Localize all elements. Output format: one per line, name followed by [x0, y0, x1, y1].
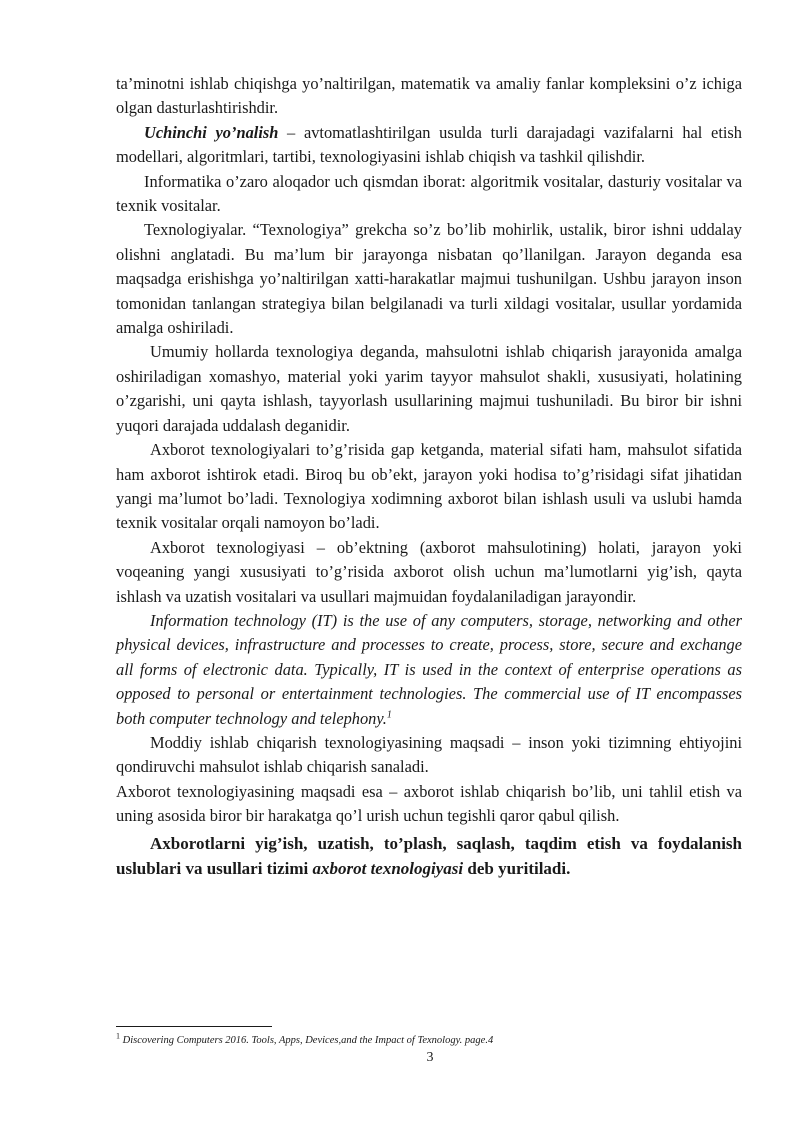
paragraph-11-part-a: Axborotlarni yig’ish, uzatish, to’plash, saqlash, taqdim etish va foydalanish uslublari va usullari tizimi: [116, 833, 742, 878]
footnote-divider: [116, 1026, 272, 1027]
page-number: 3: [426, 1050, 434, 1065]
paragraph-11-term: axborot texnologiyasi: [312, 858, 464, 878]
paragraph-7: Axborot texnologiyasi – ob’ektning (axborot mahsulotining) holati, jarayon yoki voqeaning yangi xususiyati to’g’risida axborot olish uchun ma’lumotlarni yig’ish, qayta ishlash va uzatish vositalari va usullari majmuidan foydalaniladigan jarayondir.: [116, 537, 742, 606]
body-text: [116, 72, 742, 881]
footnote-reference: 1: [386, 709, 392, 721]
footnote-text: Discovering Computers 2016. Tools, Apps, Devices,and the Impact of Texnology. page.4: [122, 1035, 494, 1046]
paragraph-2: [116, 121, 742, 170]
footnote: [116, 1031, 742, 1048]
paragraph-6: Axborot texnologiyalari to’g’risida gap ketganda, material sifati ham, mahsulot sifatida ham axborot ishtirok etadi. Biroq bu ob’ekt, jarayon yoki hodisa to’g’risidagi sifat jihatidan yangi ma’lumot bo’ladi. Texnologiya xodimning axborot bilan ishlash usuli va uslubi hamda texnik vositalar orqali namoyon bo’ladi.: [116, 440, 742, 533]
paragraph-10: Axborot texnologiyasining maqsadi esa – axborot ishlab chiqarish bo’lib, uni tahlil etish va uning asosida biror bir harakatga qo’l urish uchun tegishli qaror qabul qilish.: [116, 781, 742, 826]
paragraph-3: Informatika o’zaro aloqador uch qismdan iborat: algoritmik vositalar, dasturiy vositalar va texnik vositalar.: [116, 171, 742, 216]
paragraph-5: Umumiy hollarda texnologiya deganda, mahsulotni ishlab chiqarish jarayonida amalga oshiriladigan xomashyo, material yoki yarim tayyor mahsulot shakli, xususiyati, holatining o’zgarishi, uni qayta ishlash, tayyorlash usullarining majmui tushuniladi. Bu biror bir ishni yuqori darajada uddalash deganidir.: [116, 342, 742, 435]
paragraph-1: ta’minotni ishlab chiqishga yo’naltirilgan, matematik va amaliy fanlar kompleksini o’z ichiga olgan dasturlashtirishdir.: [116, 74, 742, 118]
paragraph-9: Moddiy ishlab chiqarish texnologiyasining maqsadi – inson yoki tizimning ehtiyojini qondiruvchi mahsulot ishlab chiqarish sanaladi.: [116, 732, 742, 777]
paragraph-11-definition: [116, 831, 742, 881]
paragraph-2-rest: – avtomatlashtirilgan usulda turli darajadagi vazifalarni hal etish modellari, algoritmlari, tartibi, texnologiyasini ishlab chiqish va tashkil qilishdir.: [116, 122, 742, 167]
paragraph-8-english-quote: [116, 609, 742, 731]
paragraph-8-text: Information technology (IT) is the use of any computers, storage, networking and other physical devices, infrastructure and processes to create, process, store, secure and exchange all forms of electronic data. Typically, IT is used in the context of enterprise operations as opposed to personal or entertainment technologies. The commercial use of IT encompasses both computer technology and telephony.: [116, 610, 742, 728]
footnote-number: 1: [116, 1031, 120, 1041]
paragraph-2-lead: Uchinchi yo’nalish: [144, 122, 279, 142]
paragraph-4: Texnologiyalar. “Texnologiya” grekcha so’z bo’lib mohirlik, ustalik, biror ishni uddalay olishni anglatadi. Bu ma’lum bir jarayonga nisbatan qo’llanilgan. Jarayon deganda esa maqsadga erishishga yo’naltirilgan xatti-harakatlar majmui tushunilgan. Ushbu jarayon inson tomonidan tanlangan strategiya bilan belgilanadi va turli xildagi vositalar, usullar yordamida amalga oshiriladi.: [116, 220, 742, 338]
paragraph-11-part-c: deb yuritiladi.: [463, 858, 571, 878]
